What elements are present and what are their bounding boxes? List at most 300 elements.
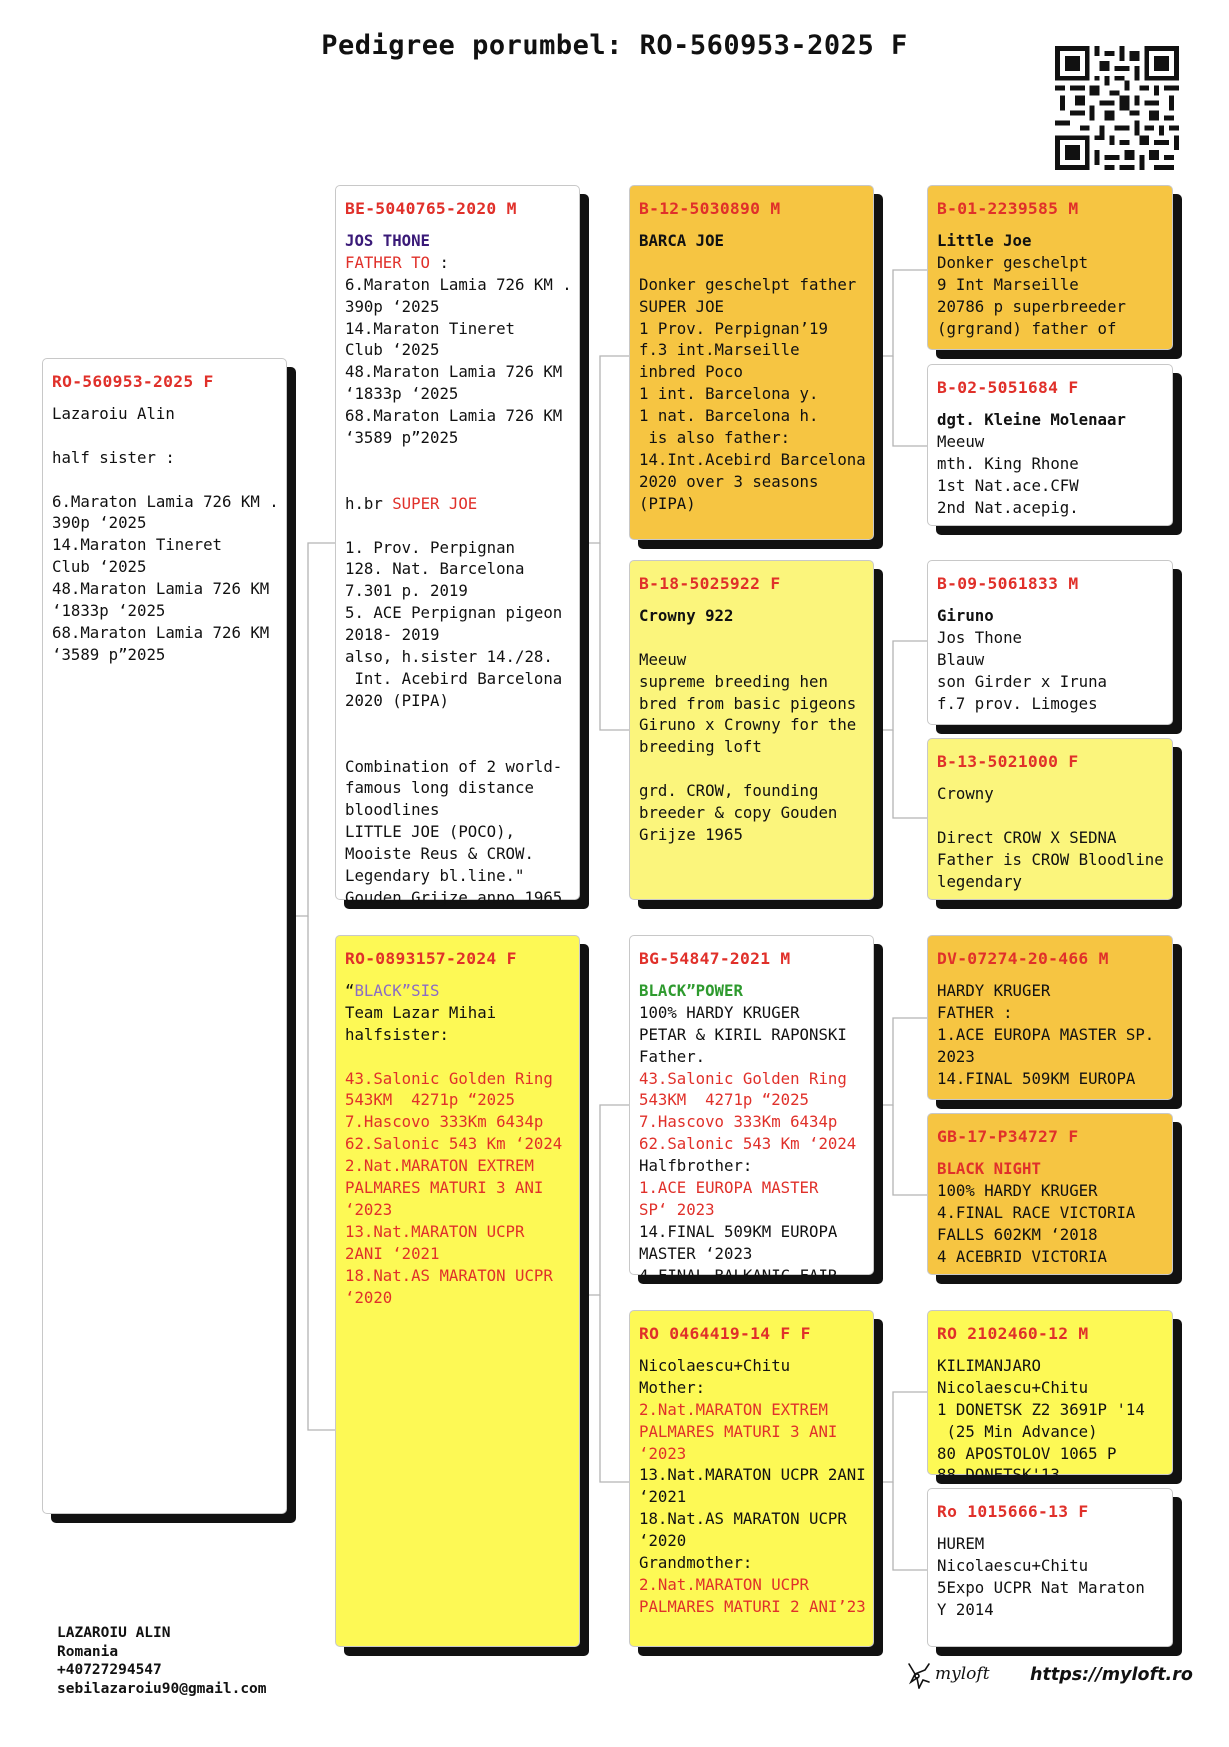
- line-text: bloodlines: [345, 800, 440, 820]
- pedigree-line: [345, 756, 570, 778]
- line-text: 43.Salonic Golden Ring: [345, 1068, 553, 1088]
- line-suffix: :: [430, 252, 449, 272]
- pedigree-line: [345, 471, 570, 493]
- fmf-card: [927, 560, 1173, 725]
- pedigree-line: [937, 453, 1163, 475]
- pedigree-line: [639, 802, 864, 824]
- pedigree-line: [345, 690, 570, 712]
- line-text: 2020 (PIPA): [345, 690, 449, 710]
- pedigree-line: [345, 405, 570, 427]
- line-text: grd. CROW, founding: [639, 781, 819, 801]
- subject-card: [42, 358, 287, 1514]
- line-text: 1st Nat.ace.CFW: [937, 475, 1079, 495]
- owner-email: sebilazaroiu90@gmail.com: [57, 1680, 267, 1697]
- pedigree-line: [345, 361, 570, 383]
- line-text: breeder & copy Gouden: [639, 803, 838, 823]
- pedigree-line: [639, 1530, 864, 1552]
- line-text: BARCA JOE: [639, 230, 725, 250]
- line-highlight: BLACK”SIS: [354, 980, 440, 1000]
- pedigree-line: [639, 361, 864, 383]
- line-text: Y 2014: [937, 1599, 994, 1619]
- pedigree-line: [937, 1533, 1163, 1555]
- pedigree-line: [52, 447, 277, 469]
- pedigree-line: [937, 274, 1163, 296]
- pedigree-line: [345, 734, 570, 756]
- pedigree-line: [345, 296, 570, 318]
- line-text: Gouden Grijze anno 1965: [345, 888, 563, 908]
- pedigree-line: [937, 1421, 1163, 1443]
- pedigree-line: [52, 512, 277, 534]
- line-text: HUREM: [937, 1533, 985, 1553]
- mff-card: [927, 935, 1173, 1100]
- owner-name: LAZAROIU ALIN: [57, 1625, 171, 1641]
- line-text: Crowny: [937, 783, 994, 803]
- pedigree-line: [639, 1399, 864, 1421]
- line-text: mth. King Rhone: [937, 453, 1079, 473]
- line-text: breeding loft: [639, 737, 762, 757]
- ring-number: RO 0464419-14 F F: [639, 1324, 811, 1343]
- line-text: 4.FINAL RACE VICTORIA: [937, 1202, 1136, 1222]
- pedigree-line: [639, 671, 864, 693]
- line-text: Meeuw: [937, 431, 985, 451]
- line-text: halfsister:: [345, 1024, 449, 1044]
- line-text: 48.Maraton Lamia 726 KM: [52, 579, 270, 599]
- line-text: FATHER TO: [345, 252, 431, 272]
- line-text: Club ‘2025: [345, 340, 440, 360]
- line-text: ‘2023: [345, 1199, 393, 1219]
- line-text: 1 int. Barcelona y.: [639, 384, 819, 404]
- paternal-grandfather-card: [629, 185, 874, 540]
- line-text: Meeuw: [639, 649, 687, 669]
- pedigree-line: [345, 339, 570, 361]
- line-text: ‘1833p ‘2025: [52, 601, 166, 621]
- line-text: famous long distance: [345, 778, 534, 798]
- pedigree-line: [937, 1355, 1163, 1377]
- pedigree-line: [937, 1246, 1163, 1268]
- ring-number: DV-07274-20-466 M: [937, 949, 1109, 968]
- pedigree-line: [937, 693, 1163, 715]
- pedigree-line: [345, 777, 570, 799]
- pedigree-line: [639, 1155, 864, 1177]
- line-text: 88 DONETSK'13: [937, 1465, 1060, 1485]
- line-text: 7.301 p. 2019: [345, 581, 468, 601]
- line-highlight: SUPER JOE: [392, 493, 478, 513]
- line-text: h.br: [345, 493, 393, 513]
- line-text: PALMARES MATURI 3 ANI: [345, 1178, 544, 1198]
- pedigree-line: [345, 1265, 570, 1287]
- pedigree-line: [345, 230, 570, 252]
- line-text: dgt. Kleine Molenaar: [937, 409, 1126, 429]
- line-text: 2.Nat.MARATON EXTREM: [639, 1399, 828, 1419]
- line-text: 62.Salonic 543 Km ‘2024: [345, 1134, 563, 1154]
- line-text: 20786 p superbreeder: [937, 296, 1126, 316]
- brand-url[interactable]: https://myloft.ro: [1030, 1665, 1193, 1685]
- pedigree-line: [639, 980, 864, 1002]
- pedigree-line: [52, 578, 277, 600]
- line-text: 2018- 2019: [345, 625, 440, 645]
- pedigree-line: [345, 1089, 570, 1111]
- pedigree-line: [639, 1024, 864, 1046]
- pedigree-line: [937, 649, 1163, 671]
- line-text: 1 nat. Barcelona h.: [639, 406, 819, 426]
- father-card: [335, 185, 580, 908]
- pedigree-line: [937, 1443, 1163, 1465]
- line-text: (PIPA): [639, 493, 696, 513]
- pedigree-line: [937, 1002, 1163, 1024]
- fff-card: [927, 185, 1173, 350]
- pedigree-line: [937, 230, 1163, 252]
- line-text: ‘1833p ‘2025: [345, 384, 459, 404]
- pedigree-line: [345, 1068, 570, 1090]
- ring-number: B-09-5061833 M: [937, 574, 1079, 593]
- myloft-bird-logo-icon: [905, 1660, 933, 1692]
- line-text: ‘3589 p”2025: [52, 644, 166, 664]
- pedigree-line: [639, 1377, 864, 1399]
- line-text: SP‘ 2023: [639, 1199, 715, 1219]
- pedigree-line: [639, 405, 864, 427]
- pedigree-line: [639, 471, 864, 493]
- line-text: FATHER :: [937, 1002, 1013, 1022]
- mother-card: [335, 935, 580, 1647]
- line-text: 4 ACEBRID VICTORIA: [937, 1246, 1108, 1266]
- line-text: Nicolaescu+Chitu: [639, 1355, 791, 1375]
- owner-country: Romania: [57, 1643, 119, 1660]
- pedigree-line: [937, 1024, 1163, 1046]
- pedigree-line: [937, 296, 1163, 318]
- pedigree-line: [639, 1464, 864, 1486]
- line-text: 2020 over 3 seasons: [639, 471, 819, 491]
- line-text: Giruno x Crowny for the: [639, 715, 857, 735]
- ring-number: GB-17-P34727 F: [937, 1127, 1079, 1146]
- pedigree-line: [345, 515, 570, 537]
- pedigree-line: [937, 1377, 1163, 1399]
- owner-contact: [57, 1624, 267, 1698]
- line-text: Int. Acebird Barcelona: [345, 668, 563, 688]
- brand-logo-text: myloft: [935, 1664, 990, 1684]
- pedigree-line: [937, 605, 1163, 627]
- line-text: Halfbrother:: [639, 1156, 753, 1176]
- line-text: Grijze 1965: [639, 824, 743, 844]
- line-text: 2nd Nat.acepig.: [937, 497, 1079, 517]
- line-text: Crowny 922: [639, 605, 734, 625]
- line-text: 5. ACE Perpignan pigeon: [345, 603, 563, 623]
- line-text: PALMARES MATURI 2 ANI’23: [639, 1596, 866, 1616]
- pedigree-line: [639, 1221, 864, 1243]
- pedigree-line: [345, 1177, 570, 1199]
- line-text: f.3 int.Marseille: [639, 340, 800, 360]
- line-text: Grandmother:: [639, 1553, 753, 1573]
- pedigree-line: [639, 714, 864, 736]
- ring-number: B-12-5030890 M: [639, 199, 781, 218]
- line-text: Donker geschelpt: [937, 252, 1089, 272]
- ring-number: B-18-5025922 F: [639, 574, 781, 593]
- line-text: Blauw: [937, 649, 985, 669]
- owner-phone: +40727294547: [57, 1662, 162, 1678]
- line-text: Giruno: [937, 605, 994, 625]
- line-text: BLACK NIGHT: [937, 1158, 1041, 1178]
- line-text: Direct CROW X SEDNA: [937, 827, 1117, 847]
- pedigree-line: [345, 646, 570, 668]
- pedigree-line: [639, 1574, 864, 1596]
- pedigree-line: [639, 1443, 864, 1465]
- pedigree-line: [345, 1243, 570, 1265]
- line-text: Little Joe: [937, 230, 1032, 250]
- pedigree-line: [639, 1596, 864, 1618]
- line-text: 1 Prov. Perpignan’19: [639, 318, 828, 338]
- pedigree-line: [937, 318, 1163, 340]
- pedigree-line: [345, 1002, 570, 1024]
- line-text: (25 Min Advance): [937, 1421, 1098, 1441]
- line-text: SUPER JOE: [639, 296, 725, 316]
- line-text: 7.Hascovo 333Km 6434p: [639, 1112, 838, 1132]
- line-text: (grgrand) father of: [937, 318, 1117, 338]
- pedigree-line: [639, 296, 864, 318]
- line-text: PETAR & KIRIL RAPONSKI: [639, 1024, 847, 1044]
- line-text: legendary: [937, 871, 1023, 891]
- line-text: ‘2021: [639, 1487, 687, 1507]
- line-text: 14.FINAL 509KM EUROPA: [937, 1068, 1136, 1088]
- pedigree-line: [639, 1068, 864, 1090]
- line-text: Nicolaescu+Chitu: [937, 1555, 1089, 1575]
- pedigree-line: [937, 627, 1163, 649]
- line-text: 18.Nat.AS MARATON UCPR: [639, 1509, 847, 1529]
- line-text: 14.Maraton Tineret: [345, 318, 516, 338]
- ffm-card: [927, 364, 1173, 526]
- pedigree-line: [639, 230, 864, 252]
- pedigree-line: [639, 339, 864, 361]
- pedigree-line: [52, 622, 277, 644]
- pedigree-line: [639, 274, 864, 296]
- pedigree-line: [52, 491, 277, 513]
- pedigree-line: [639, 758, 864, 780]
- ring-number: B-13-5021000 F: [937, 752, 1079, 771]
- pedigree-line: [345, 449, 570, 471]
- pedigree-line: [345, 602, 570, 624]
- mfm-card: [927, 1113, 1173, 1275]
- line-text: 1. Prov. Perpignan: [345, 537, 516, 557]
- pedigree-line: [639, 383, 864, 405]
- pedigree-line: [345, 887, 570, 909]
- pedigree-line: [937, 871, 1163, 893]
- line-text: 48.Maraton Lamia 726 KM: [345, 362, 563, 382]
- pedigree-line: [937, 1577, 1163, 1599]
- line-text: 100% HARDY KRUGER: [937, 1180, 1098, 1200]
- paternal-grandmother-card: [629, 560, 874, 900]
- pedigree-line: [639, 1265, 864, 1287]
- ring-number: B-02-5051684 F: [937, 378, 1079, 397]
- pedigree-line: [52, 425, 277, 447]
- line-text: 128. Nat. Barcelona: [345, 559, 525, 579]
- line-text: 2023: [937, 1046, 975, 1066]
- maternal-grandmother-card: [629, 1310, 874, 1647]
- line-text: 13.Nat.MARATON UCPR 2ANI: [639, 1465, 866, 1485]
- line-text: 68.Maraton Lamia 726 KM: [52, 622, 270, 642]
- line-text: KILIMANJARO: [937, 1355, 1041, 1375]
- pedigree-line: [639, 1177, 864, 1199]
- pedigree-line: [937, 849, 1163, 871]
- line-text: 1.ACE EUROPA MASTER: [639, 1178, 819, 1198]
- pedigree-line: [639, 1089, 864, 1111]
- pedigree-line: [937, 1202, 1163, 1224]
- line-text: 14.Int.Acebird Barcelona: [639, 449, 866, 469]
- pedigree-line: [345, 383, 570, 405]
- pedigree-line: [639, 1243, 864, 1265]
- pedigree-line: [937, 431, 1163, 453]
- fmm-card: [927, 738, 1173, 900]
- maternal-grandfather-card: [629, 935, 874, 1285]
- line-text: ‘2020: [639, 1531, 687, 1551]
- line-text: inbred Poco: [639, 362, 743, 382]
- line-text: Club ‘2025: [52, 557, 147, 577]
- ring-number: RO 2102460-12 M: [937, 1324, 1089, 1343]
- line-text: 2.Nat.MARATON EXTREM: [345, 1156, 534, 1176]
- line-text: 4.FINAL BALKANIC FAIR: [639, 1265, 838, 1285]
- pedigree-line: [937, 1068, 1163, 1090]
- pedigree-line: [345, 1221, 570, 1243]
- pedigree-line: [639, 1486, 864, 1508]
- line-text: Mooiste Reus & CROW.: [345, 844, 534, 864]
- pedigree-line: [52, 534, 277, 556]
- line-text: Combination of 2 world-: [345, 756, 563, 776]
- pedigree-line: [345, 843, 570, 865]
- ring-number: BG-54847-2021 M: [639, 949, 791, 968]
- pedigree-line: [52, 600, 277, 622]
- pedigree-line: [345, 1024, 570, 1046]
- line-text: Jos Thone: [937, 627, 1023, 647]
- line-text: ‘2023: [639, 1443, 687, 1463]
- line-text: 6.Maraton Lamia 726 KM .: [52, 491, 279, 511]
- line-text: 68.Maraton Lamia 726 KM: [345, 406, 563, 426]
- ring-number: RO-560953-2025 F: [52, 372, 214, 391]
- ring-number: BE-5040765-2020 M: [345, 199, 517, 218]
- pedigree-line: [345, 821, 570, 843]
- line-text: 14.FINAL 509KM EUROPA: [639, 1221, 838, 1241]
- line-text: ‘3589 p”2025: [345, 428, 459, 448]
- line-text: HARDY KRUGER: [937, 980, 1051, 1000]
- pedigree-line: [639, 1355, 864, 1377]
- pedigree-line: [937, 409, 1163, 431]
- ring-number: B-01-2239585 M: [937, 199, 1079, 218]
- line-text: BLACK”POWER: [639, 980, 743, 1000]
- line-text: 390p ‘2025: [52, 513, 147, 533]
- line-text: 62.Salonic 543 Km ‘2024: [639, 1134, 857, 1154]
- pedigree-line: [937, 1046, 1163, 1068]
- line-text: Lazaroiu Alin: [52, 403, 175, 423]
- pedigree-line: [639, 824, 864, 846]
- line-text: 543KM 4271p “2025: [345, 1090, 516, 1110]
- ring-number: RO-0893157-2024 F: [345, 949, 517, 968]
- pedigree-line: [937, 1599, 1163, 1621]
- line-text: bred from basic pigeons: [639, 693, 857, 713]
- pedigree-line: [639, 1002, 864, 1024]
- pedigree-line: [345, 1133, 570, 1155]
- pedigree-line: [345, 980, 570, 1002]
- pedigree-line: [639, 1111, 864, 1133]
- line-text: 390p ‘2025: [345, 296, 440, 316]
- line-text: Father.: [639, 1046, 706, 1066]
- line-text: Legendary bl.line.": [345, 866, 525, 886]
- pedigree-line: [345, 712, 570, 734]
- line-text: 7.Hascovo 333Km 6434p: [345, 1112, 544, 1132]
- line-text: 1.ACE EUROPA MASTER SP.: [937, 1024, 1155, 1044]
- pedigree-line: [345, 1111, 570, 1133]
- line-text: 13.Nat.MARATON UCPR: [345, 1221, 525, 1241]
- pedigree-line: [345, 1287, 570, 1309]
- pedigree-line: [345, 252, 570, 274]
- line-text: is also father:: [639, 428, 791, 448]
- line-text: supreme breeding hen: [639, 671, 828, 691]
- line-text: 1 DONETSK Z2 3691P '14: [937, 1399, 1145, 1419]
- pedigree-line: [937, 1464, 1163, 1486]
- pedigree-line: [345, 1199, 570, 1221]
- line-text: f.7 prov. Limoges: [937, 693, 1098, 713]
- pedigree-line: [639, 605, 864, 627]
- pedigree-line: [639, 318, 864, 340]
- pedigree-line: [639, 649, 864, 671]
- pedigree-line: [639, 1199, 864, 1221]
- pedigree-line: [345, 1046, 570, 1068]
- pedigree-line: [937, 783, 1163, 805]
- pedigree-line: [345, 1155, 570, 1177]
- line-text: 6.Maraton Lamia 726 KM .: [345, 274, 572, 294]
- line-text: 43.Salonic Golden Ring: [639, 1068, 847, 1088]
- pedigree-line: [345, 668, 570, 690]
- pedigree-line: [937, 1180, 1163, 1202]
- mmf-card: [927, 1310, 1173, 1485]
- pedigree-line: [937, 1555, 1163, 1577]
- line-text: 2.Nat.MARATON UCPR: [639, 1574, 810, 1594]
- pedigree-line: [639, 1508, 864, 1530]
- line-text: 18.Nat.AS MARATON UCPR: [345, 1265, 553, 1285]
- line-text: LITTLE JOE (POCO),: [345, 822, 516, 842]
- ring-number: Ro 1015666-13 F: [937, 1502, 1089, 1521]
- line-text: Donker geschelpt father: [639, 274, 857, 294]
- line-text: 543KM 4271p “2025: [639, 1090, 810, 1110]
- pedigree-line: [639, 693, 864, 715]
- line-text: Mother:: [639, 1377, 706, 1397]
- line-text: son Girder x Iruna: [937, 671, 1108, 691]
- pedigree-line: [345, 799, 570, 821]
- page-title: Pedigree porumbel: RO-560953-2025 F: [321, 30, 908, 61]
- pedigree-line: [345, 865, 570, 887]
- line-text: Nicolaescu+Chitu: [937, 1377, 1089, 1397]
- pedigree-line: [639, 252, 864, 274]
- line-text: Father is CROW Bloodline: [937, 849, 1164, 869]
- pedigree-line: [345, 624, 570, 646]
- pedigree-line: [937, 1399, 1163, 1421]
- line-text: 80 APOSTOLOV 1065 P: [937, 1443, 1117, 1463]
- pedigree-line: [52, 556, 277, 578]
- mmm-card: [927, 1488, 1173, 1647]
- pedigree-line: [937, 475, 1163, 497]
- pedigree-line: [52, 644, 277, 666]
- line-text: ‘2020: [345, 1287, 393, 1307]
- line-text: half sister :: [52, 447, 175, 467]
- line-text: 2ANI ‘2021: [345, 1243, 440, 1263]
- pedigree-line: [639, 1421, 864, 1443]
- line-text: “: [345, 980, 355, 1000]
- pedigree-line: [345, 558, 570, 580]
- pedigree-line: [639, 627, 864, 649]
- line-text: 14.Maraton Tineret: [52, 535, 223, 555]
- line-text: 9 Int Marseille: [937, 274, 1079, 294]
- pedigree-line: [937, 1224, 1163, 1246]
- pedigree-line: [52, 469, 277, 491]
- pedigree-line: [345, 427, 570, 449]
- pedigree-line: [345, 493, 570, 515]
- line-text: Team Lazar Mihai: [345, 1002, 497, 1022]
- pedigree-line: [639, 427, 864, 449]
